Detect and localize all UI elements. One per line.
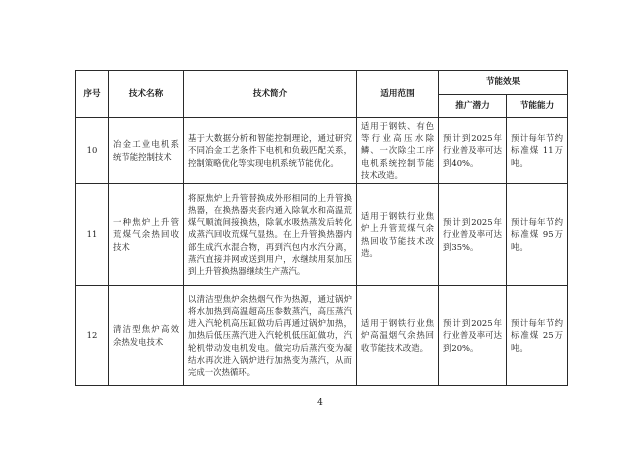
row-scope: 适用于钢铁、有色等行业高压水除鳞、一次除尘工序电机系统控制节能技术改造。 <box>357 118 439 184</box>
table-row <box>76 118 568 184</box>
row-tech-name: 清洁型焦炉高效余热发电技术 <box>109 286 184 386</box>
row-scope: 适用于钢铁行业焦炉高温烟气余热回收节能技术改造。 <box>357 286 439 386</box>
row-capacity: 预计每年节约标准煤 95万吨。 <box>507 184 568 286</box>
row-capacity: 预计每年节约标准煤 11万吨。 <box>507 118 568 184</box>
header-potential: 推广潜力 <box>439 95 507 118</box>
row-scope: 适用于钢铁行业焦炉上升管荒煤气余热回收节能技术改造。 <box>357 184 439 286</box>
header-desc: 技术简介 <box>184 71 357 118</box>
row-tech-desc: 将原焦炉上升管替换成外形相同的上升管换热器，在换热器夹套内通入除氧水和高温荒煤气顺流间接换热，除氧水吸热蒸发后转化成蒸汽回收荒煤气显热。在上升管换热器内部生成汽水混合物，再到汽包内水汽分离，蒸汽直接并网或送到用户，水继续用泵加压到上升管换热器继续生产蒸汽。 <box>184 184 357 286</box>
row-potential: 预计到2025年行业普及率可达到40%。 <box>439 118 507 184</box>
header-name: 技术名称 <box>109 71 184 118</box>
header-row-top <box>76 71 568 95</box>
page-number: 4 <box>317 398 323 408</box>
row-no: 10 <box>76 118 109 184</box>
row-tech-name: 一种焦炉上升管荒煤气余热回收技术 <box>109 184 184 286</box>
header-no: 序号 <box>76 71 109 118</box>
row-tech-desc: 基于大数据分析和智能控制理论，通过研究不同冶金工艺条件下电机和负载匹配关系，控制策略优化等实现电机系统节能优化。 <box>184 118 357 184</box>
table-row <box>76 286 568 386</box>
row-capacity: 预计每年节约标准煤 25万吨。 <box>507 286 568 386</box>
energy-saving-technology-table <box>75 70 568 386</box>
row-no: 11 <box>76 184 109 286</box>
header-effect-group: 节能效果 <box>439 71 568 95</box>
row-no: 12 <box>76 286 109 386</box>
row-tech-desc: 以清洁型焦炉余热烟气作为热源，通过锅炉将水加热到高温超高压参数蒸汽，高压蒸汽进入汽轮机高压缸做功后再通过锅炉加热，加热后低压蒸汽进入汽轮机低压缸做功，汽轮机带动发电机发电。做完功后蒸汽变为凝结水再次进入锅炉进行加热变为蒸汽，从而完成一次热循环。 <box>184 286 357 386</box>
header-capacity: 节能能力 <box>507 95 568 118</box>
row-tech-name: 冶金工业电机系统节能控制技术 <box>109 118 184 184</box>
row-potential: 预计到2025年行业普及率可达到20%。 <box>439 286 507 386</box>
header-scope: 适用范围 <box>357 71 439 118</box>
row-potential: 预计到2025年行业普及率可达到35%。 <box>439 184 507 286</box>
table-row <box>76 184 568 286</box>
